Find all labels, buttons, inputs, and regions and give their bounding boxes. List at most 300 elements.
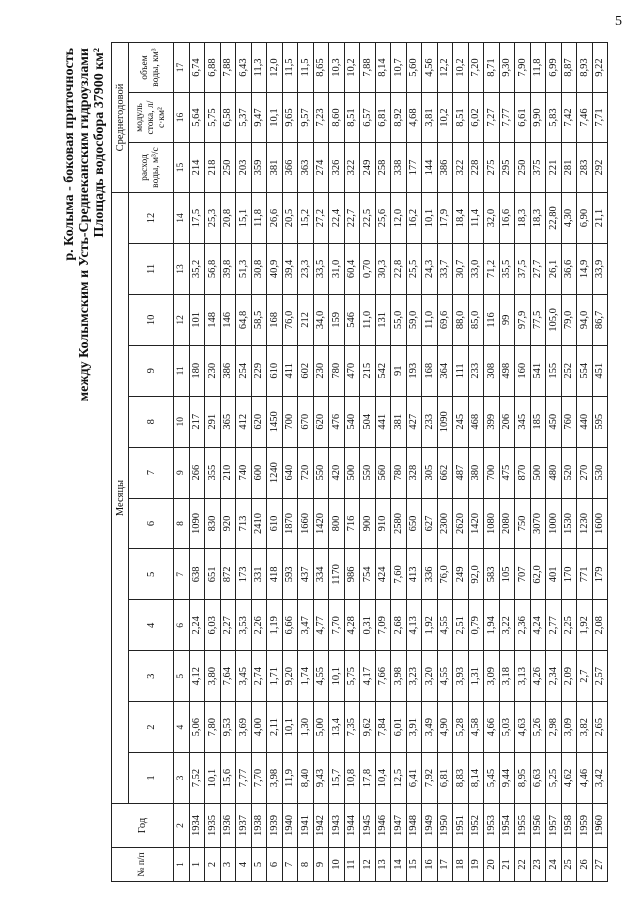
table-cell: 583 — [484, 549, 500, 600]
table-cell: 602 — [298, 345, 314, 396]
table-cell: 105 — [499, 549, 515, 600]
table-cell: 9 — [313, 848, 329, 882]
table-cell: 470 — [344, 345, 360, 396]
table-cell: 386 — [220, 345, 236, 396]
table-cell: 101 — [189, 294, 205, 345]
table-cell: 365 — [220, 396, 236, 447]
table-cell: 24 — [546, 848, 562, 882]
table-cell: 229 — [251, 345, 267, 396]
table-cell: 424 — [375, 549, 391, 600]
table-cell: 215 — [360, 345, 376, 396]
table-cell: 22 — [515, 848, 531, 882]
table-cell: 6,01 — [391, 702, 407, 753]
table-cell: 10,2 — [453, 43, 469, 93]
table-cell: 214 — [189, 143, 205, 193]
table-row — [282, 43, 298, 882]
table-cell: 4,26 — [530, 651, 546, 702]
column-number: 1 — [174, 848, 190, 882]
table-cell: 1,94 — [484, 600, 500, 651]
table-cell: 25 — [561, 848, 577, 882]
table-cell: 91 — [391, 345, 407, 396]
table-cell: 31,0 — [329, 244, 345, 295]
table-cell: 230 — [205, 345, 221, 396]
table-cell: 15,1 — [236, 193, 252, 244]
table-cell: 233 — [468, 345, 484, 396]
table-cell: 144 — [422, 143, 438, 193]
table-cell: 541 — [530, 345, 546, 396]
table-cell: 540 — [344, 396, 360, 447]
table-row — [344, 43, 360, 882]
table-cell: 662 — [437, 447, 453, 498]
table-cell: 76,0 — [282, 294, 298, 345]
table-cell: 451 — [592, 345, 608, 396]
table-cell: 6,58 — [220, 93, 236, 143]
table-cell: 10,1 — [329, 651, 345, 702]
table-cell: 11,5 — [298, 43, 314, 93]
table-cell: 3,18 — [499, 651, 515, 702]
table-cell: 550 — [313, 447, 329, 498]
header-annual: Среднегодовой — [112, 43, 129, 193]
table-cell: 105,0 — [546, 294, 562, 345]
table-cell: 1450 — [267, 396, 283, 447]
table-cell: 86,7 — [592, 294, 608, 345]
table-cell: 1936 — [220, 804, 236, 848]
table-cell: 2,77 — [546, 600, 562, 651]
table-cell: 18,4 — [453, 193, 469, 244]
table-cell: 3,23 — [406, 651, 422, 702]
table-cell: 4,62 — [561, 753, 577, 804]
table-cell: 270 — [577, 447, 593, 498]
table-cell: 1955 — [515, 804, 531, 848]
table-cell: 363 — [298, 143, 314, 193]
table-cell: 4,13 — [406, 600, 422, 651]
table-row — [298, 43, 314, 882]
table-cell: 10 — [329, 848, 345, 882]
table-cell: 11 — [344, 848, 360, 882]
table-cell: 5,75 — [205, 93, 221, 143]
table-cell: 1942 — [313, 804, 329, 848]
table-cell: 504 — [360, 396, 376, 447]
header-month-6: 6 — [129, 498, 174, 549]
table-cell: 7,27 — [484, 93, 500, 143]
table-cell: 10,1 — [282, 702, 298, 753]
table-cell: 34,0 — [313, 294, 329, 345]
table-cell: 2,65 — [592, 702, 608, 753]
table-cell: 8,51 — [453, 93, 469, 143]
table-cell: 36,6 — [561, 244, 577, 295]
table-cell: 620 — [251, 396, 267, 447]
table-cell: 59,0 — [406, 294, 422, 345]
table-cell: 5,83 — [546, 93, 562, 143]
table-cell: 249 — [453, 549, 469, 600]
table-cell: 7,23 — [313, 93, 329, 143]
table-cell: 14 — [391, 848, 407, 882]
table-cell: 8,14 — [468, 753, 484, 804]
table-cell: 71,2 — [484, 244, 500, 295]
table-cell: 4 — [236, 848, 252, 882]
table-cell: 328 — [406, 447, 422, 498]
table-cell: 7,35 — [344, 702, 360, 753]
table-cell: 33,0 — [468, 244, 484, 295]
table-cell: 3,81 — [422, 93, 438, 143]
rotated-table-page — [62, 42, 627, 882]
table-cell: 1,74 — [298, 651, 314, 702]
table-cell: 11,3 — [251, 43, 267, 93]
table-cell: 5,00 — [313, 702, 329, 753]
table-cell: 148 — [205, 294, 221, 345]
table-cell: 146 — [220, 294, 236, 345]
table-cell: 3,69 — [236, 702, 252, 753]
table-cell: 168 — [422, 345, 438, 396]
header-month-1: 1 — [129, 753, 174, 804]
table-cell: 23 — [530, 848, 546, 882]
table-cell: 21,1 — [592, 193, 608, 244]
table-cell: 3,09 — [561, 702, 577, 753]
table-cell: 1960 — [592, 804, 608, 848]
table-cell: 1949 — [422, 804, 438, 848]
table-cell: 16 — [422, 848, 438, 882]
table-cell: 3,53 — [236, 600, 252, 651]
header-month-9: 9 — [129, 345, 174, 396]
table-cell: 480 — [546, 447, 562, 498]
table-cell: 366 — [282, 143, 298, 193]
table-cell: 4,17 — [360, 651, 376, 702]
table-cell: 986 — [344, 549, 360, 600]
table-cell: 21 — [499, 848, 515, 882]
table-cell: 3,82 — [577, 702, 593, 753]
table-cell: 1956 — [530, 804, 546, 848]
caption-line-1: р. Колыма - боковая приточность — [62, 48, 77, 261]
table-cell: 85,0 — [468, 294, 484, 345]
column-number: 4 — [174, 702, 190, 753]
table-cell: 250 — [220, 143, 236, 193]
table-cell: 2080 — [499, 498, 515, 549]
table-cell: 1090 — [189, 498, 205, 549]
table-cell: 4,66 — [484, 702, 500, 753]
table-cell: 212 — [298, 294, 314, 345]
column-number: 14 — [174, 193, 190, 244]
table-cell: 27,7 — [530, 244, 546, 295]
table-cell: 58,5 — [251, 294, 267, 345]
table-cell: 97,9 — [515, 294, 531, 345]
table-cell: 292 — [592, 143, 608, 193]
table-cell: 2620 — [453, 498, 469, 549]
table-cell: 3,98 — [267, 753, 283, 804]
table-row — [236, 43, 252, 882]
table-cell: 6,43 — [236, 43, 252, 93]
table-cell: 2,74 — [251, 651, 267, 702]
column-number: 13 — [174, 244, 190, 295]
table-cell: 386 — [437, 143, 453, 193]
table-cell: 4,56 — [422, 43, 438, 93]
table-row — [251, 43, 267, 882]
table-cell: 2,11 — [267, 702, 283, 753]
table-cell: 4,55 — [313, 651, 329, 702]
table-cell: 716 — [344, 498, 360, 549]
table-cell: 2,09 — [561, 651, 577, 702]
table-cell: 10,1 — [267, 93, 283, 143]
table-cell: 10,1 — [205, 753, 221, 804]
table-cell: 11,9 — [282, 753, 298, 804]
table-cell: 830 — [205, 498, 221, 549]
table-cell: 9,30 — [499, 43, 515, 93]
table-cell: 258 — [375, 143, 391, 193]
table-cell: 475 — [499, 447, 515, 498]
header-month-3: 3 — [129, 651, 174, 702]
table-cell: 420 — [329, 447, 345, 498]
table-cell: 131 — [375, 294, 391, 345]
header-month-2: 2 — [129, 702, 174, 753]
table-cell: 500 — [344, 447, 360, 498]
table-cell: 9,62 — [360, 702, 376, 753]
table-cell: 750 — [515, 498, 531, 549]
table-cell: 27,2 — [313, 193, 329, 244]
table-cell: 1660 — [298, 498, 314, 549]
table-cell: 640 — [282, 447, 298, 498]
table-cell: 30,7 — [453, 244, 469, 295]
column-number: 2 — [174, 804, 190, 848]
page-number: 5 — [615, 14, 622, 29]
table-cell: 651 — [205, 549, 221, 600]
table-cell: 487 — [453, 447, 469, 498]
table-cell: 872 — [220, 549, 236, 600]
table-cell: 2,7 — [577, 651, 593, 702]
table-cell: 1951 — [453, 804, 469, 848]
table-cell: 0,70 — [360, 244, 376, 295]
table-cell: 23,3 — [298, 244, 314, 295]
table-cell: 375 — [530, 143, 546, 193]
table-cell: 159 — [329, 294, 345, 345]
table-cell: 1090 — [437, 396, 453, 447]
table-cell: 22,4 — [329, 193, 345, 244]
table-row — [406, 43, 422, 882]
table-cell: 6,41 — [406, 753, 422, 804]
table-cell: 1420 — [313, 498, 329, 549]
table-cell: 10,2 — [437, 93, 453, 143]
table-cell: 281 — [561, 143, 577, 193]
table-cell: 6,03 — [205, 600, 221, 651]
table-cell: 1934 — [189, 804, 205, 848]
table-cell: 2,51 — [453, 600, 469, 651]
column-number: 3 — [174, 753, 190, 804]
table-cell: 760 — [561, 396, 577, 447]
table-cell: 228 — [468, 143, 484, 193]
table-cell: 638 — [189, 549, 205, 600]
table-cell: 1938 — [251, 804, 267, 848]
table-cell: 233 — [422, 396, 438, 447]
table-cell: 19 — [468, 848, 484, 882]
table-cell: 650 — [406, 498, 422, 549]
table-cell: 1530 — [561, 498, 577, 549]
table-cell: 1945 — [360, 804, 376, 848]
table-cell: 7,77 — [499, 93, 515, 143]
table-cell: 3,42 — [592, 753, 608, 804]
table-cell: 12,0 — [391, 193, 407, 244]
table-cell: 381 — [391, 396, 407, 447]
caption-line-2: между Колымским и Усть-Среднеканским гидроузлами — [77, 48, 92, 402]
table-cell: 51,3 — [236, 244, 252, 295]
table-cell: 5,03 — [499, 702, 515, 753]
table-cell: 9,90 — [530, 93, 546, 143]
table-cell: 295 — [499, 143, 515, 193]
table-row — [422, 43, 438, 882]
table-cell: 33,7 — [437, 244, 453, 295]
table-cell: 250 — [515, 143, 531, 193]
table-cell: 2,24 — [189, 600, 205, 651]
table-cell: 11,5 — [282, 43, 298, 93]
table-cell: 2,36 — [515, 600, 531, 651]
table-cell: 22,8 — [391, 244, 407, 295]
column-number: 6 — [174, 600, 190, 651]
table-cell: 1953 — [484, 804, 500, 848]
table-cell: 1 — [189, 848, 205, 882]
table-cell: 1944 — [344, 804, 360, 848]
table-cell: 6,57 — [360, 93, 376, 143]
table-cell: 1958 — [561, 804, 577, 848]
table-cell: 7,88 — [360, 43, 376, 93]
table-cell: 33,9 — [592, 244, 608, 295]
table-cell: 7,60 — [391, 549, 407, 600]
table-cell: 1000 — [546, 498, 562, 549]
table-cell: 15,6 — [220, 753, 236, 804]
table-row — [189, 43, 205, 882]
table-cell: 20,8 — [220, 193, 236, 244]
table-cell: 1939 — [267, 804, 283, 848]
table-cell: 554 — [577, 345, 593, 396]
table-cell: 4,68 — [406, 93, 422, 143]
table-cell: 12,0 — [267, 43, 283, 93]
table-cell: 593 — [282, 549, 298, 600]
table-row — [561, 43, 577, 882]
table-cell: 11,8 — [251, 193, 267, 244]
table-cell: 7,52 — [189, 753, 205, 804]
header-num: № п/п — [112, 848, 174, 882]
table-cell: 595 — [592, 396, 608, 447]
table-row — [329, 43, 345, 882]
table-cell: 8,83 — [453, 753, 469, 804]
header-year: Год — [112, 804, 174, 848]
column-number: 11 — [174, 345, 190, 396]
table-cell: 17,5 — [189, 193, 205, 244]
table-cell: 6,88 — [205, 43, 221, 93]
table-cell: 14,9 — [577, 244, 593, 295]
header-month-8: 8 — [129, 396, 174, 447]
table-cell: 7,77 — [236, 753, 252, 804]
table-cell: 35,2 — [189, 244, 205, 295]
header-month-10: 10 — [129, 294, 174, 345]
column-number: 9 — [174, 447, 190, 498]
table-cell: 170 — [561, 549, 577, 600]
table-cell: 185 — [530, 396, 546, 447]
table-row — [592, 43, 608, 882]
table-cell: 381 — [267, 143, 283, 193]
table-cell: 8 — [298, 848, 314, 882]
table-cell: 254 — [236, 345, 252, 396]
table-cell: 4,55 — [437, 651, 453, 702]
table-cell: 11,8 — [530, 43, 546, 93]
table-cell: 8,95 — [515, 753, 531, 804]
table-cell: 8,87 — [561, 43, 577, 93]
table-cell: 1,30 — [298, 702, 314, 753]
table-cell: 1600 — [592, 498, 608, 549]
table-cell: 221 — [546, 143, 562, 193]
table-row — [313, 43, 329, 882]
table-cell: 3,80 — [205, 651, 221, 702]
table-cell: 291 — [205, 396, 221, 447]
table-cell: 10,7 — [391, 43, 407, 93]
table-row — [453, 43, 469, 882]
table-cell: 12,2 — [437, 43, 453, 93]
table-cell: 322 — [453, 143, 469, 193]
header-discharge: расход воды, м³/с — [129, 143, 174, 193]
table-cell: 6,90 — [577, 193, 593, 244]
column-number: 17 — [174, 43, 190, 93]
table-cell: 627 — [422, 498, 438, 549]
table-cell: 380 — [468, 447, 484, 498]
table-cell: 1943 — [329, 804, 345, 848]
table-cell: 355 — [205, 447, 221, 498]
header-volume: объем воды, км³ — [129, 43, 174, 93]
table-cell: 3,49 — [422, 702, 438, 753]
table-cell: 9,47 — [251, 93, 267, 143]
table-cell: 4,90 — [437, 702, 453, 753]
table-cell: 3,09 — [484, 651, 500, 702]
table-cell: 2410 — [251, 498, 267, 549]
table-cell: 62,0 — [530, 549, 546, 600]
table-cell: 7,70 — [329, 600, 345, 651]
table-cell: 6,61 — [515, 93, 531, 143]
table-cell: 5,37 — [236, 93, 252, 143]
table-cell: 33,5 — [313, 244, 329, 295]
table-cell: 7,71 — [592, 93, 608, 143]
table-cell: 2,25 — [561, 600, 577, 651]
table-cell: 10,8 — [344, 753, 360, 804]
table-cell: 5,06 — [189, 702, 205, 753]
table-cell: 600 — [251, 447, 267, 498]
table-cell: 69,6 — [437, 294, 453, 345]
table-row — [360, 43, 376, 882]
table-cell: 5,25 — [546, 753, 562, 804]
table-cell: 76,0 — [437, 549, 453, 600]
table-cell: 1935 — [205, 804, 221, 848]
table-cell: 322 — [344, 143, 360, 193]
table-cell: 10,3 — [329, 43, 345, 93]
table-cell: 1957 — [546, 804, 562, 848]
column-number: 5 — [174, 651, 190, 702]
table-cell: 39,4 — [282, 244, 298, 295]
table-cell: 20,5 — [282, 193, 298, 244]
table-cell: 520 — [561, 447, 577, 498]
table-cell: 249 — [360, 143, 376, 193]
table-cell: 8,65 — [313, 43, 329, 93]
table-cell: 542 — [375, 345, 391, 396]
table-cell: 25,5 — [406, 244, 422, 295]
table-cell: 334 — [313, 549, 329, 600]
table-cell: 55,0 — [391, 294, 407, 345]
table-cell: 441 — [375, 396, 391, 447]
table-cell: 193 — [406, 345, 422, 396]
table-cell: 11,0 — [422, 294, 438, 345]
table-cell: 12,5 — [391, 753, 407, 804]
table-row — [499, 43, 515, 882]
table-cell: 5 — [251, 848, 267, 882]
table-cell: 437 — [298, 549, 314, 600]
column-number: 15 — [174, 143, 190, 193]
table-cell: 7,46 — [577, 93, 593, 143]
table-cell: 1954 — [499, 804, 515, 848]
column-number: 12 — [174, 294, 190, 345]
table-cell: 230 — [313, 345, 329, 396]
